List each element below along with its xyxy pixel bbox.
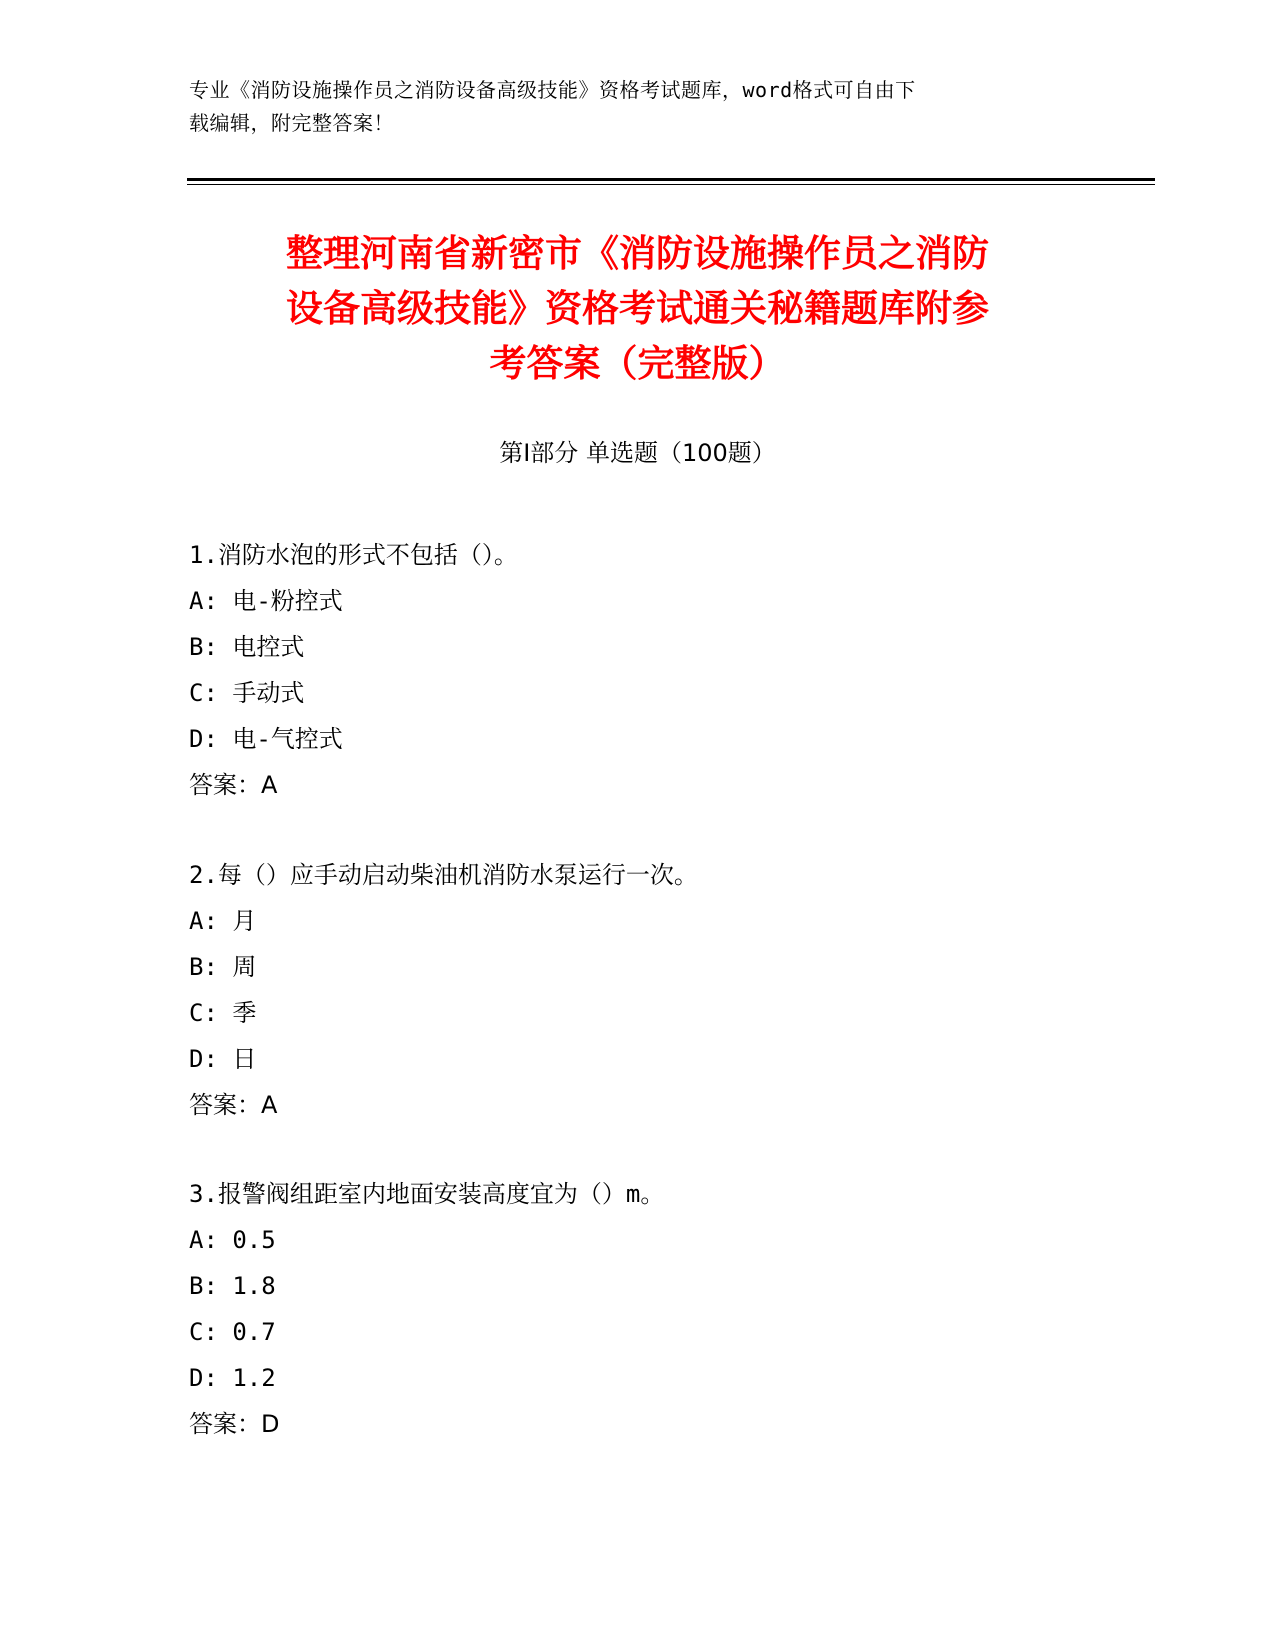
header-divider-thin: [187, 184, 1155, 185]
option-d: D: 日: [189, 1045, 257, 1073]
option-c: C: 季: [189, 999, 257, 1027]
question-2: [189, 852, 1089, 1128]
question-stem: 1.消防水泡的形式不包括（）。: [189, 541, 518, 569]
option-a: A: 电-粉控式: [189, 587, 343, 615]
option-d: D: 1.2: [189, 1364, 276, 1392]
option-b: B: 周: [189, 953, 257, 981]
section-heading: 第Ⅰ部分 单选题（100题）: [499, 439, 776, 467]
question-stem: 3.报警阀组距室内地面安装高度宜为（）m。: [189, 1180, 665, 1208]
option-d: D: 电-气控式: [189, 725, 343, 753]
answer-line: 答案：A: [189, 771, 278, 799]
answer-line: 答案：A: [189, 1091, 278, 1119]
intro-line-1: 专业《消防设施操作员之消防设备高级技能》资格考试题库，word格式可自由下: [189, 78, 916, 102]
question-1: [189, 532, 1089, 808]
title-line-3: 考答案（完整版）: [489, 342, 786, 385]
answer-line: 答案：D: [189, 1410, 280, 1438]
option-a: A: 月: [189, 907, 257, 935]
option-b: B: 电控式: [189, 633, 305, 661]
question-3: [189, 1171, 1089, 1447]
header-divider-thick: [187, 178, 1155, 181]
option-c: C: 0.7: [189, 1318, 276, 1346]
document-title: [170, 226, 1105, 391]
title-line-1: 整理河南省新密市《消防设施操作员之消防: [286, 232, 989, 275]
option-b: B: 1.8: [189, 1272, 276, 1300]
question-stem: 2.每（）应手动启动柴油机消防水泵运行一次。: [189, 861, 698, 889]
document-intro: [189, 74, 1069, 140]
option-a: A: 0.5: [189, 1226, 276, 1254]
title-line-2: 设备高级技能》资格考试通关秘籍题库附参: [286, 287, 989, 330]
intro-line-2: 载编辑，附完整答案！: [189, 111, 394, 135]
option-c: C: 手动式: [189, 679, 305, 707]
